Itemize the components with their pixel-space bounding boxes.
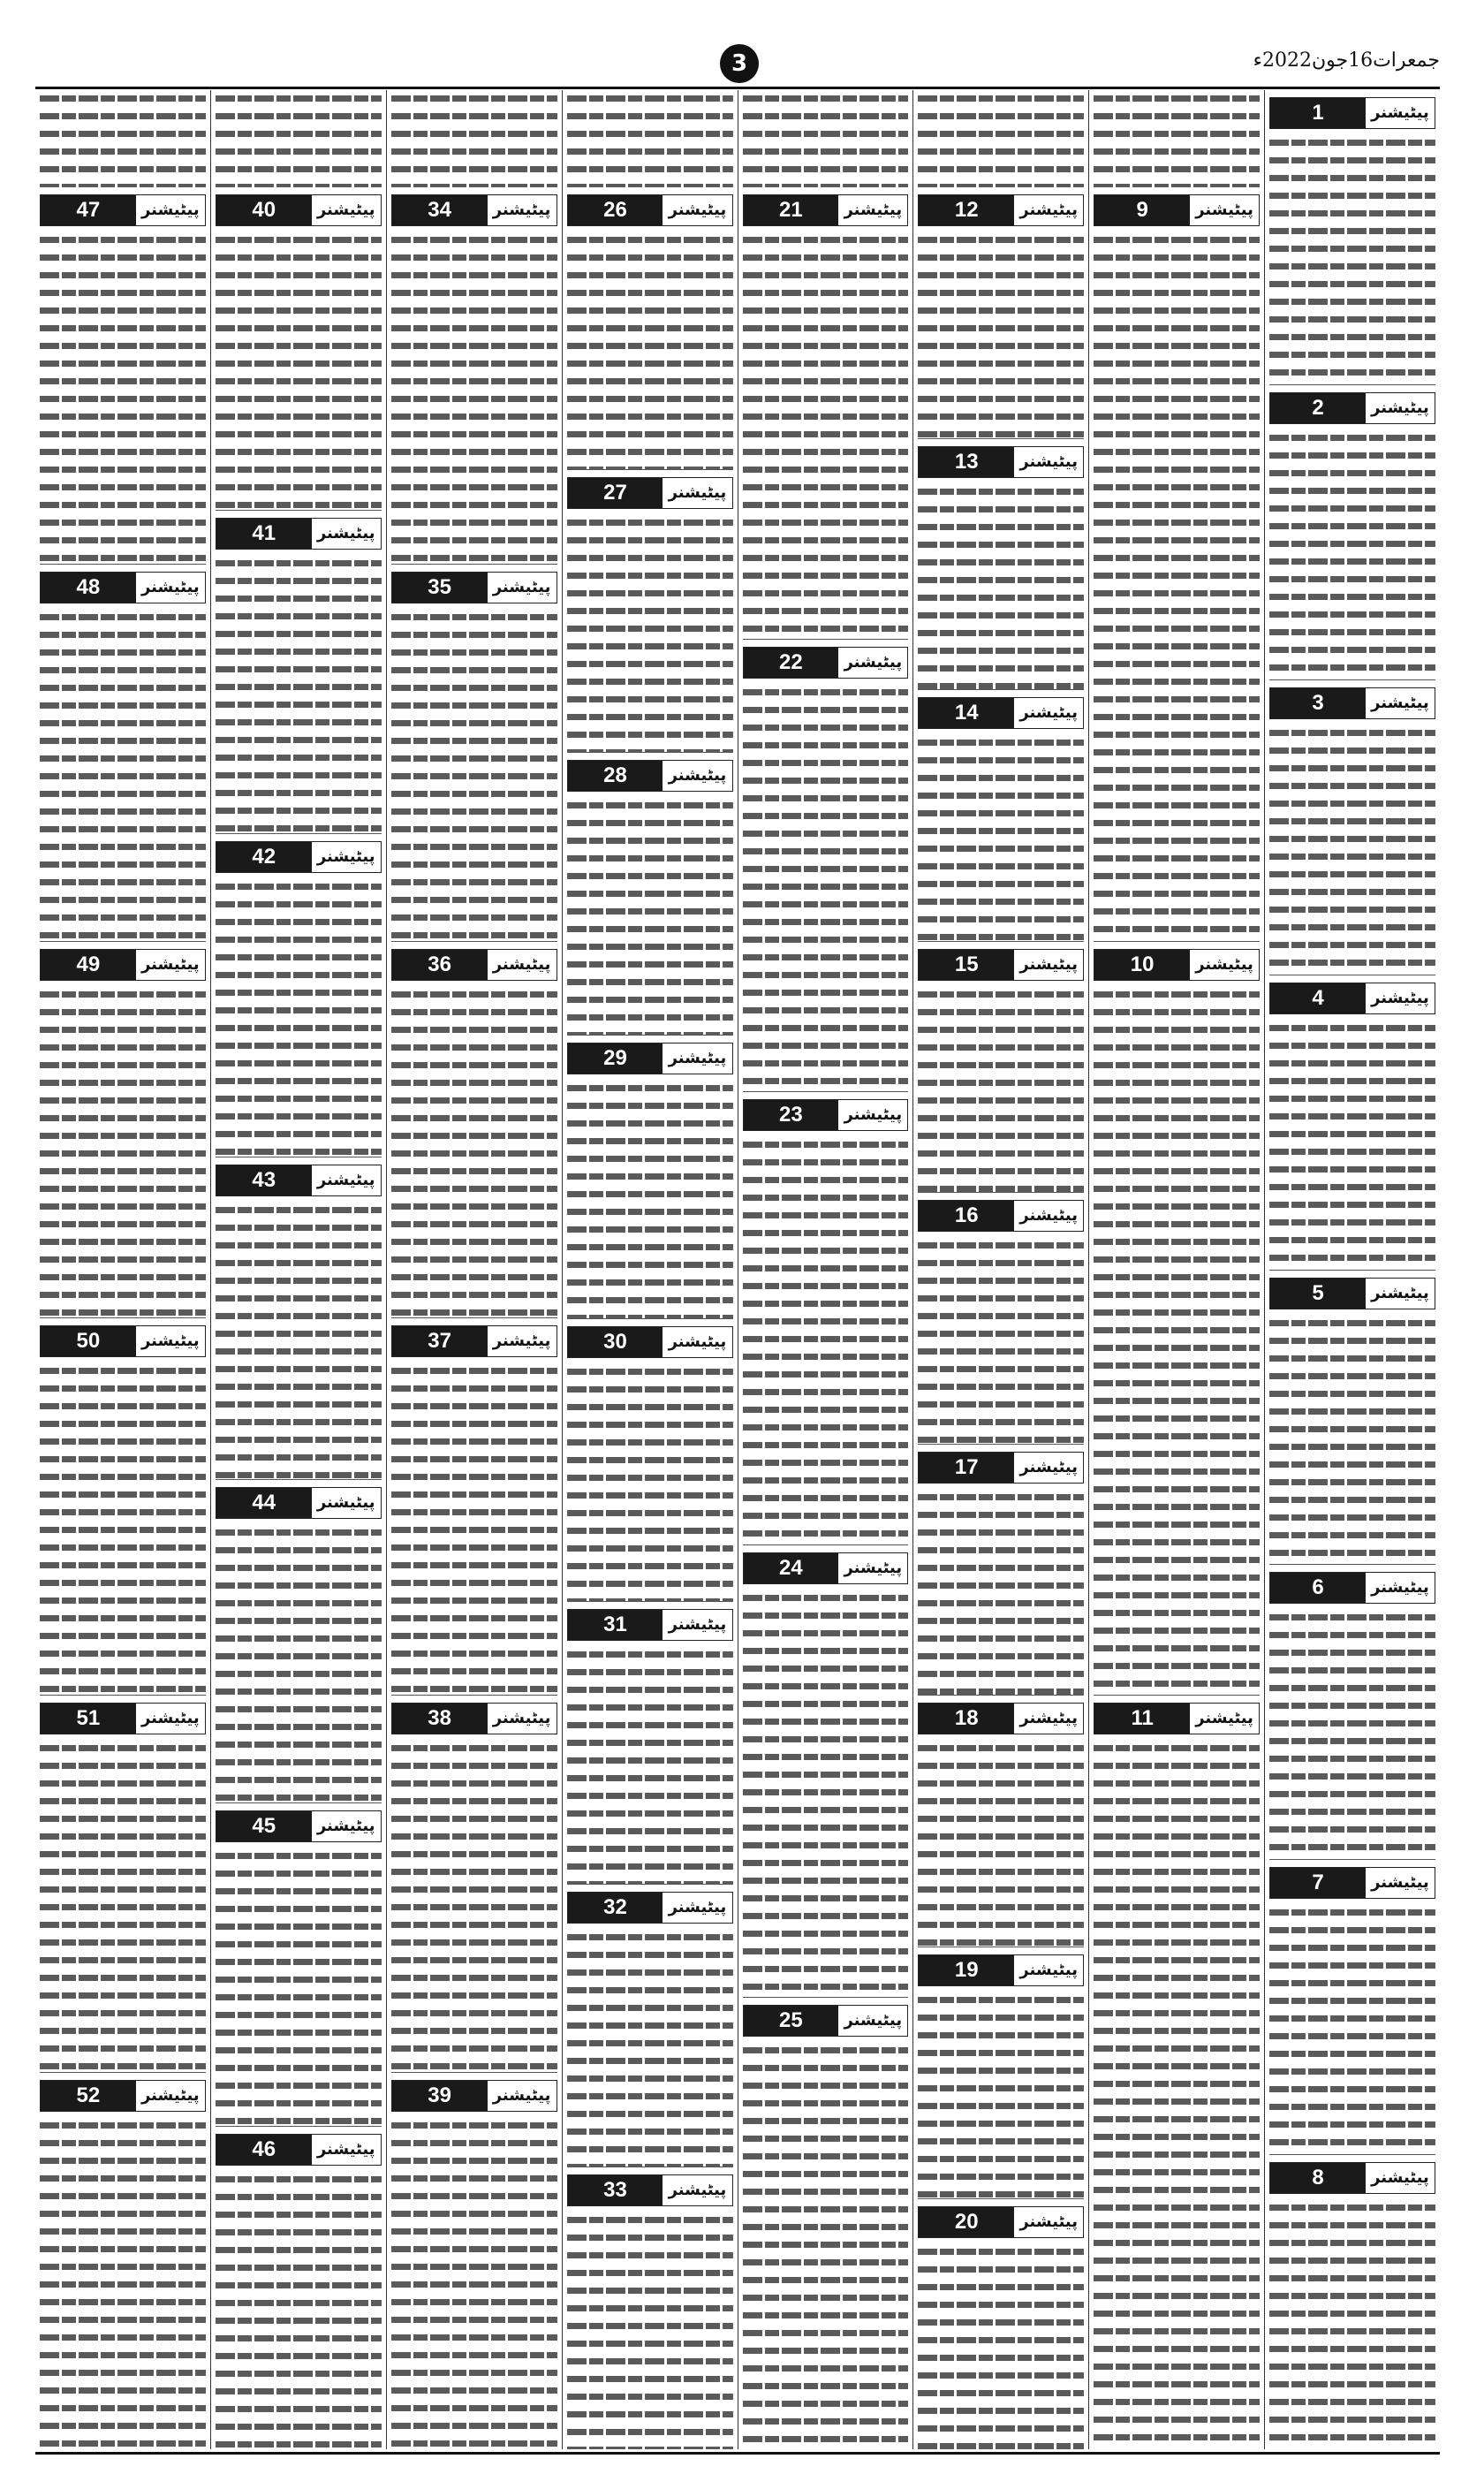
petition-text-block xyxy=(567,2212,733,2449)
petition-label xyxy=(216,1165,382,1196)
petition-label xyxy=(1269,687,1435,719)
petition-word: پیٹیشنر xyxy=(312,519,381,549)
petition-text-block xyxy=(918,1489,1084,1696)
petition-label xyxy=(743,194,909,226)
petition-item xyxy=(40,187,206,565)
petition-item xyxy=(567,753,733,1036)
continued-text-block xyxy=(743,90,909,187)
petition-word: پیٹیشنر xyxy=(838,1100,907,1130)
petition-text-block xyxy=(391,609,557,941)
petition-label xyxy=(1269,983,1435,1014)
petition-item xyxy=(567,1036,733,1318)
petition-number: 13 xyxy=(919,447,1014,477)
petition-number: 3 xyxy=(1270,688,1366,718)
petition-item xyxy=(918,942,1084,1194)
petition-item xyxy=(918,2199,1084,2450)
petition-text-block xyxy=(40,609,206,941)
petition-item xyxy=(743,640,909,1092)
petition-word: پیٹیشنر xyxy=(136,2081,205,2111)
petition-number: 28 xyxy=(568,761,663,791)
petition-word: پیٹیشنر xyxy=(1366,688,1435,718)
petition-item xyxy=(40,565,206,942)
petition-label xyxy=(1269,2162,1435,2194)
petition-text-block xyxy=(1094,986,1260,1696)
petition-number: 32 xyxy=(568,1893,663,1923)
column-body xyxy=(391,90,557,2449)
petition-label xyxy=(918,1200,1084,1232)
petition-text-block xyxy=(1269,429,1435,679)
petition-item xyxy=(1269,680,1435,975)
petition-item xyxy=(918,1947,1084,2199)
petition-number: 20 xyxy=(919,2207,1014,2237)
petition-word: پیٹیشنر xyxy=(1366,983,1435,1013)
petition-label xyxy=(40,949,206,981)
petition-word: پیٹیشنر xyxy=(1366,98,1435,128)
petition-label xyxy=(216,194,382,226)
petition-word: پیٹیشنر xyxy=(1366,1573,1435,1603)
petition-text-block xyxy=(918,483,1084,690)
petition-word: پیٹیشنر xyxy=(662,1893,731,1923)
petition-label xyxy=(216,1810,382,1842)
petition-label xyxy=(40,1325,206,1357)
column-body xyxy=(40,90,206,2449)
petition-word: پیٹیشنر xyxy=(1014,1453,1083,1483)
petition-number: 10 xyxy=(1094,950,1190,980)
petition-number: 48 xyxy=(41,573,136,603)
petition-text-block xyxy=(567,1929,733,2167)
petition-label xyxy=(567,1043,733,1074)
petition-label xyxy=(216,1487,382,1519)
petition-item xyxy=(743,1998,909,2449)
petition-word: پیٹیشنر xyxy=(1366,2163,1435,2193)
petition-number: 27 xyxy=(568,478,663,508)
continued-text-block xyxy=(216,90,382,187)
petition-number: 33 xyxy=(568,2175,663,2205)
petition-number: 42 xyxy=(216,842,312,872)
petition-text-block xyxy=(567,1080,733,1317)
petition-text-block xyxy=(567,1646,733,1884)
petition-item xyxy=(391,2073,557,2449)
petition-item xyxy=(216,511,382,834)
petition-item xyxy=(918,439,1084,691)
petition-text-block xyxy=(40,1740,206,2072)
petition-label xyxy=(567,194,733,226)
petition-number: 17 xyxy=(919,1453,1014,1483)
petition-label xyxy=(40,194,206,226)
page-number-badge: 3 xyxy=(720,44,759,83)
petition-number: 25 xyxy=(744,2006,839,2036)
petition-item xyxy=(567,1319,733,1602)
petition-number: 51 xyxy=(41,1704,136,1734)
petition-number: 8 xyxy=(1270,2163,1366,2193)
petition-word: پیٹیشنر xyxy=(312,195,381,225)
column-5 xyxy=(562,90,738,2449)
petition-word: پیٹیشنر xyxy=(1190,195,1259,225)
petition-word: پیٹیشنر xyxy=(488,1326,556,1356)
petition-label xyxy=(918,1452,1084,1484)
petition-number: 31 xyxy=(568,1610,663,1640)
column-3 xyxy=(912,90,1088,2449)
petition-word: پیٹیشنر xyxy=(136,1326,205,1356)
column-body xyxy=(743,90,909,2449)
petition-number: 43 xyxy=(216,1165,312,1195)
petition-number: 22 xyxy=(744,648,839,678)
petition-word: پیٹیشنر xyxy=(1014,1704,1083,1734)
petition-label xyxy=(918,697,1084,729)
petition-number: 30 xyxy=(568,1327,663,1357)
petition-number: 21 xyxy=(744,195,839,225)
petition-item xyxy=(918,1193,1084,1445)
petition-text-block xyxy=(567,1363,733,1601)
column-body xyxy=(1269,90,1435,2449)
petition-text-block xyxy=(216,1524,382,1802)
petition-word: پیٹیشنر xyxy=(838,195,907,225)
petition-item xyxy=(567,1602,733,1885)
petition-label xyxy=(1269,392,1435,424)
petition-label xyxy=(1269,1278,1435,1309)
petition-word: پیٹیشنر xyxy=(488,2081,556,2111)
petition-label xyxy=(567,1326,733,1358)
petition-label xyxy=(216,841,382,873)
petition-text-block xyxy=(216,231,382,510)
petition-item xyxy=(1269,385,1435,680)
petition-label xyxy=(567,1609,733,1641)
continued-text-block xyxy=(40,90,206,187)
petition-label xyxy=(1094,194,1260,226)
petition-item xyxy=(216,1157,382,1481)
petition-number: 18 xyxy=(919,1704,1014,1734)
petition-text-block xyxy=(40,231,206,564)
petition-label xyxy=(567,477,733,509)
petition-item xyxy=(1269,1565,1435,1860)
petition-word: پیٹیشنر xyxy=(1014,447,1083,477)
petition-text-block xyxy=(216,555,382,833)
petition-text-block xyxy=(918,231,1084,438)
petition-number: 52 xyxy=(41,2081,136,2111)
petition-item xyxy=(391,565,557,942)
petition-number: 46 xyxy=(216,2135,312,2165)
petition-text-block xyxy=(567,231,733,469)
petition-word: پیٹیشنر xyxy=(662,1043,731,1074)
petition-number: 24 xyxy=(744,1553,839,1583)
petition-number: 14 xyxy=(919,698,1014,728)
petition-number: 7 xyxy=(1270,1868,1366,1898)
petition-number: 35 xyxy=(392,573,488,603)
petition-text-block xyxy=(743,231,909,639)
petition-word: پیٹیشنر xyxy=(136,573,205,603)
petition-text-block xyxy=(391,2117,557,2449)
petition-text-block xyxy=(40,986,206,1318)
petition-word: پیٹیشنر xyxy=(1366,393,1435,423)
petition-item xyxy=(1094,187,1260,942)
petition-number: 38 xyxy=(392,1704,488,1734)
petition-word: پیٹیشنر xyxy=(1190,1704,1259,1734)
petition-label xyxy=(918,446,1084,478)
petition-word: پیٹیشنر xyxy=(1366,1868,1435,1898)
petition-item xyxy=(743,187,909,640)
petition-label xyxy=(743,1552,909,1584)
petition-item xyxy=(216,1803,382,2127)
petition-item xyxy=(391,187,557,565)
petition-number: 50 xyxy=(41,1326,136,1356)
petition-text-block xyxy=(216,1848,382,2126)
petition-word: پیٹیشنر xyxy=(312,842,381,872)
petition-item xyxy=(216,834,382,1157)
petition-word: پیٹیشنر xyxy=(488,195,556,225)
petition-text-block xyxy=(918,1237,1084,1444)
petition-word: پیٹیشنر xyxy=(662,2175,731,2205)
petition-label xyxy=(918,2206,1084,2238)
petition-item xyxy=(391,1696,557,2073)
petition-text-block xyxy=(1269,1609,1435,1859)
column-body xyxy=(918,90,1084,2449)
petition-text-block xyxy=(1269,1904,1435,2154)
petition-text-block xyxy=(391,231,557,564)
petition-word: پیٹیشنر xyxy=(1190,950,1259,980)
petition-item xyxy=(918,1696,1084,1947)
petition-item xyxy=(918,690,1084,942)
petition-text-block xyxy=(391,1362,557,1695)
petition-word: پیٹیشنر xyxy=(312,1811,381,1841)
petition-text-block xyxy=(40,2117,206,2449)
petition-item xyxy=(40,1318,206,1696)
petition-number: 34 xyxy=(392,195,488,225)
petition-label xyxy=(391,1703,557,1734)
petition-item xyxy=(743,1545,909,1998)
petition-word: پیٹیشنر xyxy=(1014,698,1083,728)
continued-text-block xyxy=(391,90,557,187)
petition-number: 11 xyxy=(1094,1704,1190,1734)
petition-text-block xyxy=(743,684,909,1091)
petition-label xyxy=(918,949,1084,981)
petition-word: پیٹیشنر xyxy=(1014,195,1083,225)
petition-text-block xyxy=(743,2042,909,2449)
column-6 xyxy=(386,90,562,2449)
masthead xyxy=(35,44,1440,88)
petition-text-block xyxy=(918,2243,1084,2450)
column-2 xyxy=(1088,90,1264,2449)
petition-label xyxy=(40,572,206,603)
petition-number: 9 xyxy=(1094,195,1190,225)
petition-word: پیٹیشنر xyxy=(1014,1955,1083,1985)
petition-text-block xyxy=(1269,1020,1435,1270)
petition-label xyxy=(1269,97,1435,129)
petition-number: 37 xyxy=(392,1326,488,1356)
petition-number: 1 xyxy=(1270,98,1366,128)
petition-text-block xyxy=(567,514,733,752)
petition-word: پیٹیشنر xyxy=(312,2135,381,2165)
continued-text-block xyxy=(1094,90,1260,187)
petition-label xyxy=(391,2080,557,2112)
petition-number: 47 xyxy=(41,195,136,225)
petition-text-block xyxy=(40,1362,206,1695)
petition-item xyxy=(567,1885,733,2167)
petition-text-block xyxy=(918,734,1084,941)
petition-text-block xyxy=(1094,1740,1260,2449)
petition-text-block xyxy=(567,797,733,1035)
petition-text-block xyxy=(1094,231,1260,941)
petition-label xyxy=(743,1099,909,1131)
petition-item xyxy=(567,2167,733,2449)
petition-item xyxy=(216,187,382,511)
petition-item xyxy=(567,470,733,753)
petition-number: 16 xyxy=(919,1201,1014,1231)
petition-word: پیٹیشنر xyxy=(1014,2207,1083,2237)
petition-label xyxy=(1094,949,1260,981)
petition-number: 49 xyxy=(41,950,136,980)
petition-word: پیٹیشنر xyxy=(662,478,731,508)
petition-item xyxy=(1269,1271,1435,1566)
column-body xyxy=(1094,90,1260,2449)
top-rule xyxy=(35,87,1440,89)
petition-item xyxy=(1269,975,1435,1271)
petition-number: 26 xyxy=(568,195,663,225)
petition-word: پیٹیشنر xyxy=(838,1553,907,1583)
petition-label xyxy=(216,2134,382,2166)
petition-number: 19 xyxy=(919,1955,1014,1985)
petition-word: پیٹیشنر xyxy=(136,950,205,980)
petition-label xyxy=(1269,1572,1435,1604)
petition-item xyxy=(216,1480,382,1803)
issue-date: جمعرات16جون2022ء xyxy=(1253,49,1440,72)
petition-text-block xyxy=(216,1202,382,1480)
petition-label xyxy=(1269,1867,1435,1899)
petition-text-block xyxy=(918,1740,1084,1947)
petition-number: 23 xyxy=(744,1100,839,1130)
petition-number: 15 xyxy=(919,950,1014,980)
petition-word: پیٹیشنر xyxy=(488,950,556,980)
petition-word: پیٹیشنر xyxy=(312,1165,381,1195)
petition-word: پیٹیشنر xyxy=(488,1704,556,1734)
petition-word: پیٹیشنر xyxy=(662,761,731,791)
petition-label xyxy=(567,2174,733,2206)
column-body xyxy=(216,90,382,2449)
petition-number: 44 xyxy=(216,1488,312,1518)
column-7 xyxy=(210,90,386,2449)
petition-number: 2 xyxy=(1270,393,1366,423)
petition-word: پیٹیشنر xyxy=(1014,950,1083,980)
petition-item xyxy=(391,942,557,1319)
petition-label xyxy=(391,194,557,226)
column-4 xyxy=(738,90,913,2449)
petition-text-block xyxy=(743,1136,909,1544)
petition-word: پیٹیشنر xyxy=(1014,1201,1083,1231)
petition-label xyxy=(743,647,909,679)
petition-item xyxy=(216,2127,382,2449)
petition-text-block xyxy=(743,1590,909,1997)
petition-item xyxy=(40,942,206,1319)
petition-label xyxy=(216,518,382,550)
petition-word: پیٹیشنر xyxy=(312,1488,381,1518)
bottom-rule xyxy=(35,2452,1440,2455)
petition-number: 6 xyxy=(1270,1573,1366,1603)
column-1 xyxy=(1264,90,1440,2449)
columns-container xyxy=(35,90,1440,2449)
petition-text-block xyxy=(216,878,382,1157)
continued-text-block xyxy=(567,90,733,187)
petition-item xyxy=(40,2073,206,2449)
petition-word: پیٹیشنر xyxy=(1366,1279,1435,1309)
petition-word: پیٹیشنر xyxy=(488,573,556,603)
petition-word: پیٹیشنر xyxy=(662,1610,731,1640)
petition-label xyxy=(40,1703,206,1734)
petition-item xyxy=(918,187,1084,439)
petition-item xyxy=(40,1696,206,2073)
petition-text-block xyxy=(1269,134,1435,384)
petition-item xyxy=(1094,942,1260,1696)
column-8 xyxy=(35,90,210,2449)
petition-text-block xyxy=(1269,2199,1435,2449)
petition-number: 41 xyxy=(216,519,312,549)
petition-label xyxy=(567,760,733,792)
petition-label xyxy=(567,1892,733,1924)
column-body xyxy=(567,90,733,2449)
petition-item xyxy=(1269,90,1435,385)
petition-number: 29 xyxy=(568,1043,663,1074)
petition-word: پیٹیشنر xyxy=(136,1704,205,1734)
petition-number: 12 xyxy=(919,195,1014,225)
petition-number: 45 xyxy=(216,1811,312,1841)
petition-label xyxy=(743,2005,909,2037)
petition-number: 5 xyxy=(1270,1279,1366,1309)
petition-label xyxy=(1094,1703,1260,1734)
petition-item xyxy=(567,187,733,470)
petition-word: پیٹیشنر xyxy=(838,2006,907,2036)
petition-word: پیٹیشنر xyxy=(662,1327,731,1357)
petition-item xyxy=(918,1445,1084,1696)
petition-text-block xyxy=(1269,725,1435,975)
petition-item xyxy=(391,1318,557,1696)
petition-text-block xyxy=(391,986,557,1318)
petition-label xyxy=(918,1954,1084,1986)
continued-text-block xyxy=(918,90,1084,187)
petition-label xyxy=(391,949,557,981)
petition-word: پیٹیشنر xyxy=(838,648,907,678)
petition-item xyxy=(1269,2155,1435,2449)
petition-label xyxy=(391,572,557,603)
petition-text-block xyxy=(918,1992,1084,2198)
petition-label xyxy=(391,1325,557,1357)
petition-number: 36 xyxy=(392,950,488,980)
petition-number: 40 xyxy=(216,195,312,225)
petition-label xyxy=(40,2080,206,2112)
petition-item xyxy=(1269,1860,1435,2155)
petition-label xyxy=(918,194,1084,226)
petition-item xyxy=(1094,1696,1260,2449)
petition-item xyxy=(743,1092,909,1544)
petition-text-block xyxy=(1269,1315,1435,1565)
petition-number: 4 xyxy=(1270,983,1366,1013)
petition-text-block xyxy=(216,2171,382,2449)
petition-text-block xyxy=(391,1740,557,2072)
petition-word: پیٹیشنر xyxy=(662,195,731,225)
petition-text-block xyxy=(918,986,1084,1193)
petition-word: پیٹیشنر xyxy=(136,195,205,225)
petition-label xyxy=(918,1703,1084,1734)
petition-number: 39 xyxy=(392,2081,488,2111)
